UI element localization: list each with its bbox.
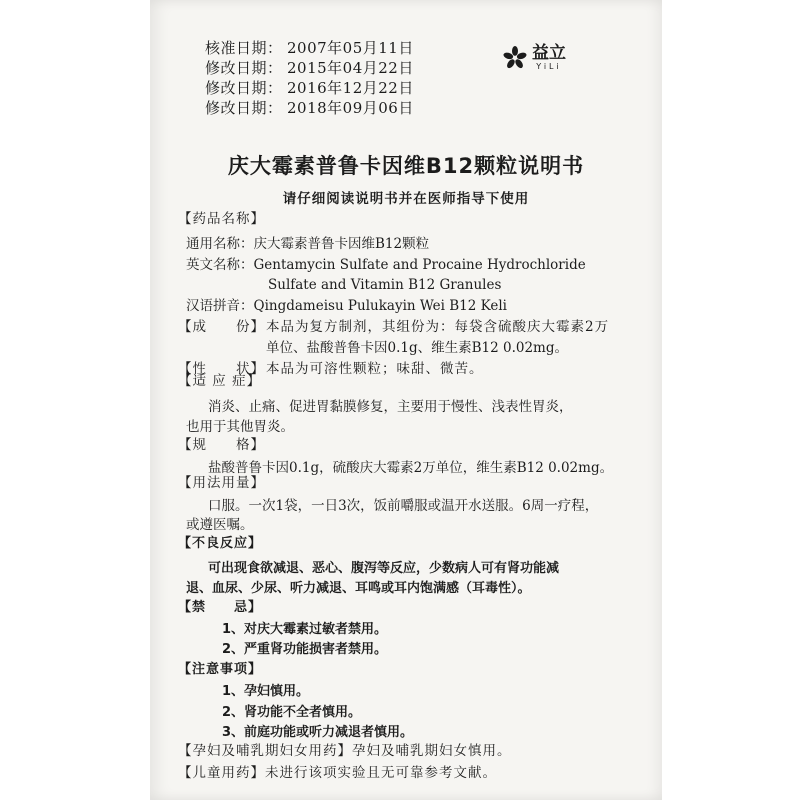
section-heading: 【不良反应】	[178, 536, 263, 551]
section-heading: 【注意事项】	[178, 662, 263, 677]
section-text: 未进行该项实验且无可靠参考文献。	[265, 765, 497, 781]
pinyin-row	[186, 297, 507, 316]
date-label: 修改日期：	[205, 59, 283, 77]
field-label: 通用名称：	[186, 236, 254, 252]
children-row	[178, 764, 497, 783]
date-label: 修改日期：	[205, 99, 283, 117]
section-text: 可出现食欲减退、恶心、腹泻等反应，少数病人可有肾功能减	[208, 561, 560, 576]
section-heading: 【用法用量】	[178, 475, 265, 491]
instruction-sheet	[150, 0, 662, 800]
date-value: 2015年04月22日	[287, 59, 414, 77]
section-heading: 【适 应 症】	[178, 373, 262, 389]
date-value: 2018年09月06日	[287, 99, 414, 117]
composition-row	[178, 318, 609, 337]
section-text: 盐酸普鲁卡因0.1g，硫酸庆大霉素2万单位，维生素B12 0.02mg。	[208, 460, 614, 476]
section-text: 退、血尿、少尿、听力减退、耳鸣或耳内饱满感（耳毒性）。	[186, 581, 531, 596]
field-label: 汉语拼音：	[186, 298, 254, 314]
section-text: 口服。一次1袋，一日3次，饭前嚼服或温开水送服。6周一疗程，	[208, 498, 599, 514]
list-item: 1、对庆大霉素过敏者禁用。	[222, 622, 388, 637]
list-item: 1、孕妇慎用。	[222, 684, 310, 699]
section-text: 本品为复方制剂，其组份为：每袋含硫酸庆大霉素2万	[266, 319, 610, 335]
list-item: 2、严重肾功能损害者禁用。	[222, 642, 388, 657]
date-row	[205, 58, 414, 78]
field-label: 英文名称：	[186, 257, 254, 273]
field-value: 庆大霉素普鲁卡因维B12颗粒	[253, 236, 430, 252]
section-heading: 【禁 忌】	[178, 600, 263, 615]
document-subtitle: 请仔细阅读说明书并在医师指导下使用	[282, 191, 530, 207]
english-name-continued: Sulfate and Vitamin B12 Granules	[268, 277, 502, 293]
generic-name-row	[186, 235, 429, 254]
list-item: 2、肾功能不全者慎用。	[222, 705, 362, 720]
date-row	[205, 38, 414, 58]
flower-logo-icon	[502, 45, 528, 71]
section-heading: 【儿童用药】	[178, 765, 265, 781]
brand-logo	[502, 44, 566, 72]
section-text: 或遵医嘱。	[186, 517, 254, 533]
date-value: 2007年05月11日	[287, 39, 414, 57]
date-value: 2016年12月22日	[287, 79, 414, 97]
section-text: 孕妇及哺乳期妇女慎用。	[352, 743, 512, 759]
date-label: 修改日期：	[205, 79, 283, 97]
section-heading: 【规 格】	[178, 437, 265, 453]
date-label: 核准日期：	[205, 39, 283, 57]
section-heading: 【性 状】	[178, 361, 265, 377]
section-text: 本品为可溶性颗粒；味甜、微苦。	[266, 361, 484, 377]
pregnancy-row	[178, 742, 512, 761]
section-text: 消炎、止痛、促进胃黏膜修复，主要用于慢性、浅表性胃炎，	[208, 399, 573, 415]
document-title: 庆大霉素普鲁卡因维B12颗粒说明书	[227, 154, 585, 178]
logo-cn-text: 益立	[532, 43, 566, 63]
list-item: 3、前庭功能或听力减退者慎用。	[222, 725, 414, 740]
section-text: 也用于其他胃炎。	[186, 419, 294, 435]
section-heading: 【成 份】	[178, 319, 265, 335]
logo-en-text: YiLi	[536, 62, 562, 71]
date-row	[205, 78, 414, 98]
english-name-row	[186, 256, 586, 275]
section-heading: 【药品名称】	[178, 211, 265, 227]
field-value: Qingdameisu Pulukayin Wei B12 Keli	[253, 298, 507, 314]
field-value: Gentamycin Sulfate and Procaine Hydrochloride	[253, 257, 586, 273]
section-text: 单位、盐酸普鲁卡因0.1g、维生素B12 0.02mg。	[266, 340, 569, 356]
section-heading: 【孕妇及哺乳期妇女用药】	[178, 743, 352, 759]
date-block	[205, 38, 414, 118]
date-row	[205, 98, 414, 118]
